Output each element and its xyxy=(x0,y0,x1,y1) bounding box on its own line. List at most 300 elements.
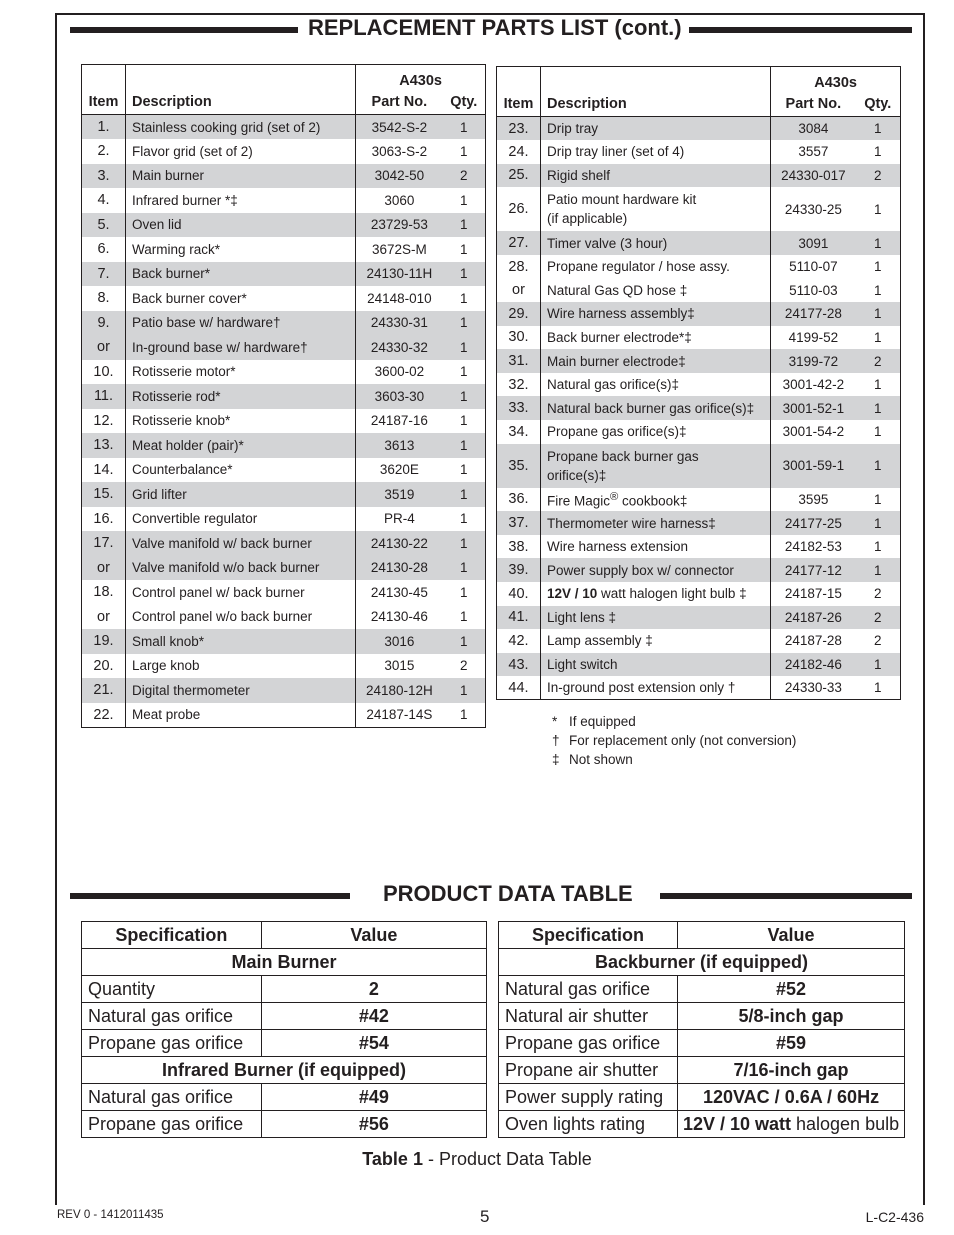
description-text: Rotisserie motor* xyxy=(131,364,236,380)
part-no-header: Part No. xyxy=(771,91,856,117)
quantity: 2 xyxy=(856,606,901,630)
item-description xyxy=(540,396,770,420)
parts-row xyxy=(497,278,901,302)
parts-row xyxy=(497,117,901,141)
section-header-product-data xyxy=(70,878,912,914)
description-text: Wire harness assembly‡ xyxy=(546,306,695,322)
part-number: 24148-010 xyxy=(356,286,443,311)
footnote xyxy=(552,750,796,769)
quantity: 1 xyxy=(856,255,901,279)
item-description xyxy=(125,531,355,556)
part-number: 24330-33 xyxy=(771,676,856,700)
description-header: Description xyxy=(540,91,770,117)
spec-cell: Natural gas orifice xyxy=(499,976,678,1003)
description-text: Oven lid xyxy=(131,217,182,233)
quantity: 1 xyxy=(443,433,486,458)
quantity: 1 xyxy=(856,187,901,231)
part-number: 3600-02 xyxy=(356,360,443,385)
quantity: 1 xyxy=(443,556,486,581)
description-text: orifice(s)‡ xyxy=(546,467,607,483)
description-text: Warming rack* xyxy=(131,241,220,257)
description-text: Thermometer wire harness‡ xyxy=(546,515,716,531)
part-number: 3199-72 xyxy=(771,349,856,373)
parts-row xyxy=(82,629,486,654)
footnote xyxy=(552,712,796,731)
quantity: 2 xyxy=(443,164,486,189)
footnote-text: Not shown xyxy=(569,752,633,767)
part-number: 24182-46 xyxy=(771,653,856,677)
quantity: 1 xyxy=(443,286,486,311)
value-cell: #56 xyxy=(261,1111,486,1138)
value-rest: halogen bulb xyxy=(791,1113,900,1134)
parts-row xyxy=(497,558,901,582)
item-description xyxy=(125,360,355,385)
item-description xyxy=(540,255,770,279)
part-number: 3613 xyxy=(356,433,443,458)
quantity: 2 xyxy=(856,349,901,373)
item-description xyxy=(540,278,770,302)
item-description xyxy=(125,433,355,458)
registered-mark: ® xyxy=(610,490,619,503)
part-number: 3016 xyxy=(356,629,443,654)
part-number: 3672S-M xyxy=(356,237,443,262)
parts-row xyxy=(82,556,486,581)
part-number: 24130-28 xyxy=(356,556,443,581)
parts-row xyxy=(82,188,486,213)
value-cell: #54 xyxy=(261,1030,486,1057)
item-description xyxy=(540,488,770,512)
item-number: 35. xyxy=(497,444,541,488)
item-number: 11. xyxy=(82,384,126,409)
part-number: 24180-12H xyxy=(356,678,443,703)
spec-header: Specification xyxy=(82,922,262,949)
item-number: 10. xyxy=(82,360,126,385)
model-header: A430s xyxy=(356,65,486,89)
description-text: Propane back burner gas xyxy=(546,448,699,464)
description-text: Valve manifold w/ back burner xyxy=(131,535,312,551)
quantity: 1 xyxy=(443,605,486,630)
footnote-symbol: † xyxy=(552,733,560,748)
item-number: 1. xyxy=(82,115,126,140)
description-text: Drip tray xyxy=(546,121,598,137)
part-number: 24187-14S xyxy=(356,703,443,728)
parts-row xyxy=(82,384,486,409)
parts-row xyxy=(82,139,486,164)
header-rule-left xyxy=(70,27,298,33)
quantity: 1 xyxy=(856,420,901,444)
description-text: Rotisserie knob* xyxy=(131,413,231,429)
quantity: 1 xyxy=(443,629,486,654)
item-number: or xyxy=(82,605,126,630)
item-description xyxy=(540,140,770,164)
part-number: PR-4 xyxy=(356,507,443,532)
item-number: 34. xyxy=(497,420,541,444)
parts-row xyxy=(82,360,486,385)
item-number: 44. xyxy=(497,676,541,700)
parts-row xyxy=(82,311,486,336)
part-no-header: Part No. xyxy=(356,89,443,115)
quantity: 1 xyxy=(856,326,901,350)
item-number: 43. xyxy=(497,653,541,677)
quantity: 1 xyxy=(443,409,486,434)
description-text: In-ground post extension only † xyxy=(546,680,736,696)
quantity: 2 xyxy=(443,654,486,679)
model-header: A430s xyxy=(771,67,901,91)
item-description xyxy=(540,349,770,373)
description-bold: 12V / 10 xyxy=(546,586,598,602)
item-number: 39. xyxy=(497,558,541,582)
parts-row xyxy=(82,580,486,605)
description-text: Patio base w/ hardware† xyxy=(131,315,281,331)
item-description xyxy=(125,188,355,213)
item-description xyxy=(540,582,770,606)
parts-row xyxy=(82,115,486,140)
part-number: 3519 xyxy=(356,482,443,507)
part-number: 24130-46 xyxy=(356,605,443,630)
spec-cell: Propane gas orifice xyxy=(82,1030,262,1057)
part-number: 3015 xyxy=(356,654,443,679)
item-number: 36. xyxy=(497,488,541,512)
value-cell: #49 xyxy=(261,1084,486,1111)
item-number: 9. xyxy=(82,311,126,336)
section-title-parts: REPLACEMENT PARTS LIST (cont.) xyxy=(308,15,682,40)
parts-table-left xyxy=(81,64,486,728)
quantity: 2 xyxy=(856,582,901,606)
footnote-symbol: * xyxy=(552,714,558,729)
parts-row xyxy=(497,396,901,420)
item-description xyxy=(125,605,355,630)
footnote-text: If equipped xyxy=(569,714,636,729)
spec-cell: Power supply rating xyxy=(499,1084,678,1111)
item-number: 21. xyxy=(82,678,126,703)
header-rule-left xyxy=(70,893,350,899)
quantity: 1 xyxy=(443,311,486,336)
part-number: 24330-31 xyxy=(356,311,443,336)
item-description xyxy=(125,164,355,189)
value-cell xyxy=(678,1111,905,1138)
description-text: Meat holder (pair)* xyxy=(131,437,244,453)
item-number: 32. xyxy=(497,373,541,397)
item-number: 38. xyxy=(497,535,541,559)
item-description xyxy=(125,654,355,679)
description-text: Control panel w/ back burner xyxy=(131,584,305,600)
description-text: Natural gas orifice(s)‡ xyxy=(546,377,680,393)
part-number: 3001-54-2 xyxy=(771,420,856,444)
quantity: 1 xyxy=(856,117,901,141)
part-number: 24187-28 xyxy=(771,629,856,653)
part-number: 24330-017 xyxy=(771,164,856,188)
item-description xyxy=(125,262,355,287)
value-cell: #42 xyxy=(261,1003,486,1030)
parts-row xyxy=(497,140,901,164)
item-description xyxy=(540,326,770,350)
quantity: 1 xyxy=(856,558,901,582)
group-infrared-burner: Infrared Burner (if equipped) xyxy=(82,1057,487,1084)
parts-row xyxy=(497,511,901,535)
description-text: Light lens ‡ xyxy=(546,609,617,625)
description-text: Large knob xyxy=(131,658,200,674)
description-text: Small knob* xyxy=(131,633,205,649)
item-number: 33. xyxy=(497,396,541,420)
item-number: 29. xyxy=(497,302,541,326)
spec-cell: Natural air shutter xyxy=(499,1003,678,1030)
value-cell: #52 xyxy=(678,976,905,1003)
part-number: 3620E xyxy=(356,458,443,483)
item-description xyxy=(125,458,355,483)
parts-row xyxy=(82,531,486,556)
spec-cell: Propane air shutter xyxy=(499,1057,678,1084)
parts-row xyxy=(497,164,901,188)
group-main-burner: Main Burner xyxy=(82,949,487,976)
item-description xyxy=(540,558,770,582)
item-description xyxy=(540,373,770,397)
parts-row xyxy=(82,678,486,703)
item-description xyxy=(125,678,355,703)
item-number: 12. xyxy=(82,409,126,434)
description-text: Digital thermometer xyxy=(131,682,250,698)
item-number: 3. xyxy=(82,164,126,189)
item-description xyxy=(125,580,355,605)
document-code: L-C2-436 xyxy=(865,1209,924,1225)
description-text: Infrared burner *‡ xyxy=(131,192,238,208)
item-number: 13. xyxy=(82,433,126,458)
part-number: 3001-52-1 xyxy=(771,396,856,420)
spec-cell: Natural gas orifice xyxy=(82,1003,262,1030)
parts-row xyxy=(82,482,486,507)
parts-row xyxy=(82,433,486,458)
part-number: 3060 xyxy=(356,188,443,213)
caption-text: - Product Data Table xyxy=(422,1149,592,1169)
item-description xyxy=(540,420,770,444)
spec-cell: Propane gas orifice xyxy=(82,1111,262,1138)
description-text: Wire harness extension xyxy=(546,539,689,555)
parts-row xyxy=(497,582,901,606)
part-number: 24187-15 xyxy=(771,582,856,606)
parts-row xyxy=(497,676,901,700)
description-text: Counterbalance* xyxy=(131,462,233,478)
quantity: 1 xyxy=(856,302,901,326)
quantity: 1 xyxy=(856,373,901,397)
description-text: Timer valve (3 hour) xyxy=(546,235,668,251)
quantity: 1 xyxy=(443,507,486,532)
item-number: 24. xyxy=(497,140,541,164)
part-number: 3595 xyxy=(771,488,856,512)
parts-row xyxy=(497,349,901,373)
item-description xyxy=(540,444,770,488)
item-description xyxy=(540,302,770,326)
part-number: 3542-S-2 xyxy=(356,115,443,140)
spec-cell: Natural gas orifice xyxy=(82,1084,262,1111)
group-backburner: Backburner (if equipped) xyxy=(499,949,905,976)
parts-row xyxy=(82,286,486,311)
qty-header: Qty. xyxy=(443,89,486,115)
parts-row xyxy=(497,373,901,397)
quantity: 1 xyxy=(856,676,901,700)
description-text: Propane regulator / hose assy. xyxy=(546,259,730,275)
part-number: 3084 xyxy=(771,117,856,141)
quantity: 2 xyxy=(856,164,901,188)
quantity: 1 xyxy=(856,511,901,535)
part-number: 3042-50 xyxy=(356,164,443,189)
description-text: Valve manifold w/o back burner xyxy=(131,560,320,576)
parts-row xyxy=(82,335,486,360)
parts-row xyxy=(82,507,486,532)
value-cell: 2 xyxy=(261,976,486,1003)
part-number: 3063-S-2 xyxy=(356,139,443,164)
description-text: Flavor grid (set of 2) xyxy=(131,143,253,159)
parts-row xyxy=(497,488,901,512)
footnote xyxy=(552,731,796,750)
description-text: Back burner* xyxy=(131,266,211,282)
value-cell: 120VAC / 0.6A / 60Hz xyxy=(678,1084,905,1111)
value-header: Value xyxy=(678,922,905,949)
item-number: 41. xyxy=(497,606,541,630)
item-number: 19. xyxy=(82,629,126,654)
item-header: Item xyxy=(497,91,541,117)
quantity: 1 xyxy=(443,360,486,385)
item-description xyxy=(125,115,355,140)
spec-header: Specification xyxy=(499,922,678,949)
description-text: Power supply box w/ connector xyxy=(546,562,734,578)
header-rule-right xyxy=(689,27,912,33)
quantity: 1 xyxy=(443,139,486,164)
part-number: 24187-16 xyxy=(356,409,443,434)
item-number: 42. xyxy=(497,629,541,653)
item-number: 22. xyxy=(82,703,126,728)
spec-cell: Propane gas orifice xyxy=(499,1030,678,1057)
parts-table-right xyxy=(496,66,901,700)
item-number: 27. xyxy=(497,231,541,255)
item-description xyxy=(125,507,355,532)
product-data-table-left xyxy=(81,921,487,1138)
part-number: 24177-12 xyxy=(771,558,856,582)
item-description xyxy=(540,606,770,630)
table-caption xyxy=(0,1149,954,1170)
revision-label: REV 0 - 1412011435 xyxy=(57,1209,164,1221)
quantity: 1 xyxy=(856,140,901,164)
quantity: 1 xyxy=(443,531,486,556)
part-number: 3557 xyxy=(771,140,856,164)
item-number: or xyxy=(82,556,126,581)
item-number: or xyxy=(497,278,541,302)
quantity: 1 xyxy=(856,231,901,255)
spec-cell: Oven lights rating xyxy=(499,1111,678,1138)
item-description xyxy=(125,629,355,654)
value-bold: 12V / 10 watt xyxy=(682,1113,791,1134)
parts-row xyxy=(497,255,901,279)
item-description xyxy=(540,511,770,535)
item-description xyxy=(125,482,355,507)
quantity: 1 xyxy=(443,115,486,140)
parts-row xyxy=(82,213,486,238)
item-number: 25. xyxy=(497,164,541,188)
item-number: 23. xyxy=(497,117,541,141)
parts-row xyxy=(497,444,901,488)
quantity: 1 xyxy=(443,458,486,483)
description-text: cookbook‡ xyxy=(618,493,688,509)
item-header: Item xyxy=(82,89,126,115)
part-number: 24177-25 xyxy=(771,511,856,535)
parts-row xyxy=(82,164,486,189)
quantity: 1 xyxy=(856,535,901,559)
item-number: 18. xyxy=(82,580,126,605)
description-text: Grid lifter xyxy=(131,486,187,502)
item-description xyxy=(125,703,355,728)
description-text: Propane gas orifice(s)‡ xyxy=(546,424,687,440)
qty-header: Qty. xyxy=(856,91,901,117)
part-number: 24130-22 xyxy=(356,531,443,556)
description-text: Rotisserie rod* xyxy=(131,388,221,404)
item-number: 37. xyxy=(497,511,541,535)
description-text: Patio mount hardware kit xyxy=(546,192,697,208)
quantity: 1 xyxy=(856,444,901,488)
description-text: Rigid shelf xyxy=(546,167,611,183)
item-number: 15. xyxy=(82,482,126,507)
quantity: 1 xyxy=(856,396,901,420)
item-description xyxy=(125,213,355,238)
parts-row xyxy=(82,409,486,434)
item-description xyxy=(125,556,355,581)
quantity: 1 xyxy=(443,213,486,238)
parts-row xyxy=(497,326,901,350)
footnote-text: For replacement only (not conversion) xyxy=(569,733,797,748)
description-text: (if applicable) xyxy=(546,211,628,227)
page-number: 5 xyxy=(480,1207,490,1226)
item-number: 40. xyxy=(497,582,541,606)
part-number: 4199-52 xyxy=(771,326,856,350)
part-number: 24330-25 xyxy=(771,187,856,231)
quantity: 1 xyxy=(443,580,486,605)
item-number: 28. xyxy=(497,255,541,279)
part-number: 5110-07 xyxy=(771,255,856,279)
item-number: 7. xyxy=(82,262,126,287)
item-number: 4. xyxy=(82,188,126,213)
item-description xyxy=(540,676,770,700)
part-number: 24182-53 xyxy=(771,535,856,559)
footnotes xyxy=(552,712,796,769)
item-description xyxy=(540,629,770,653)
item-description xyxy=(125,384,355,409)
parts-row xyxy=(497,420,901,444)
description-text: Lamp assembly ‡ xyxy=(546,633,653,649)
parts-row xyxy=(497,606,901,630)
part-number: 3603-30 xyxy=(356,384,443,409)
parts-row xyxy=(82,605,486,630)
description-text: watt halogen light bulb ‡ xyxy=(597,586,747,602)
description-text: Back burner cover* xyxy=(131,290,247,306)
quantity: 1 xyxy=(443,482,486,507)
part-number: 24330-32 xyxy=(356,335,443,360)
item-number: 2. xyxy=(82,139,126,164)
item-description xyxy=(125,139,355,164)
part-number: 24130-11H xyxy=(356,262,443,287)
item-description xyxy=(540,164,770,188)
part-number: 24177-28 xyxy=(771,302,856,326)
section-title-product-data: PRODUCT DATA TABLE xyxy=(383,881,633,906)
spec-cell: Quantity xyxy=(82,976,262,1003)
part-number: 3001-59-1 xyxy=(771,444,856,488)
item-description xyxy=(540,535,770,559)
part-number: 24187-26 xyxy=(771,606,856,630)
item-number: 26. xyxy=(497,187,541,231)
parts-row xyxy=(82,262,486,287)
caption-label: Table 1 xyxy=(362,1149,423,1169)
item-number: 16. xyxy=(82,507,126,532)
description-text: Control panel w/o back burner xyxy=(131,609,313,625)
quantity: 1 xyxy=(856,653,901,677)
description-text: Drip tray liner (set of 4) xyxy=(546,144,685,160)
parts-row xyxy=(497,629,901,653)
